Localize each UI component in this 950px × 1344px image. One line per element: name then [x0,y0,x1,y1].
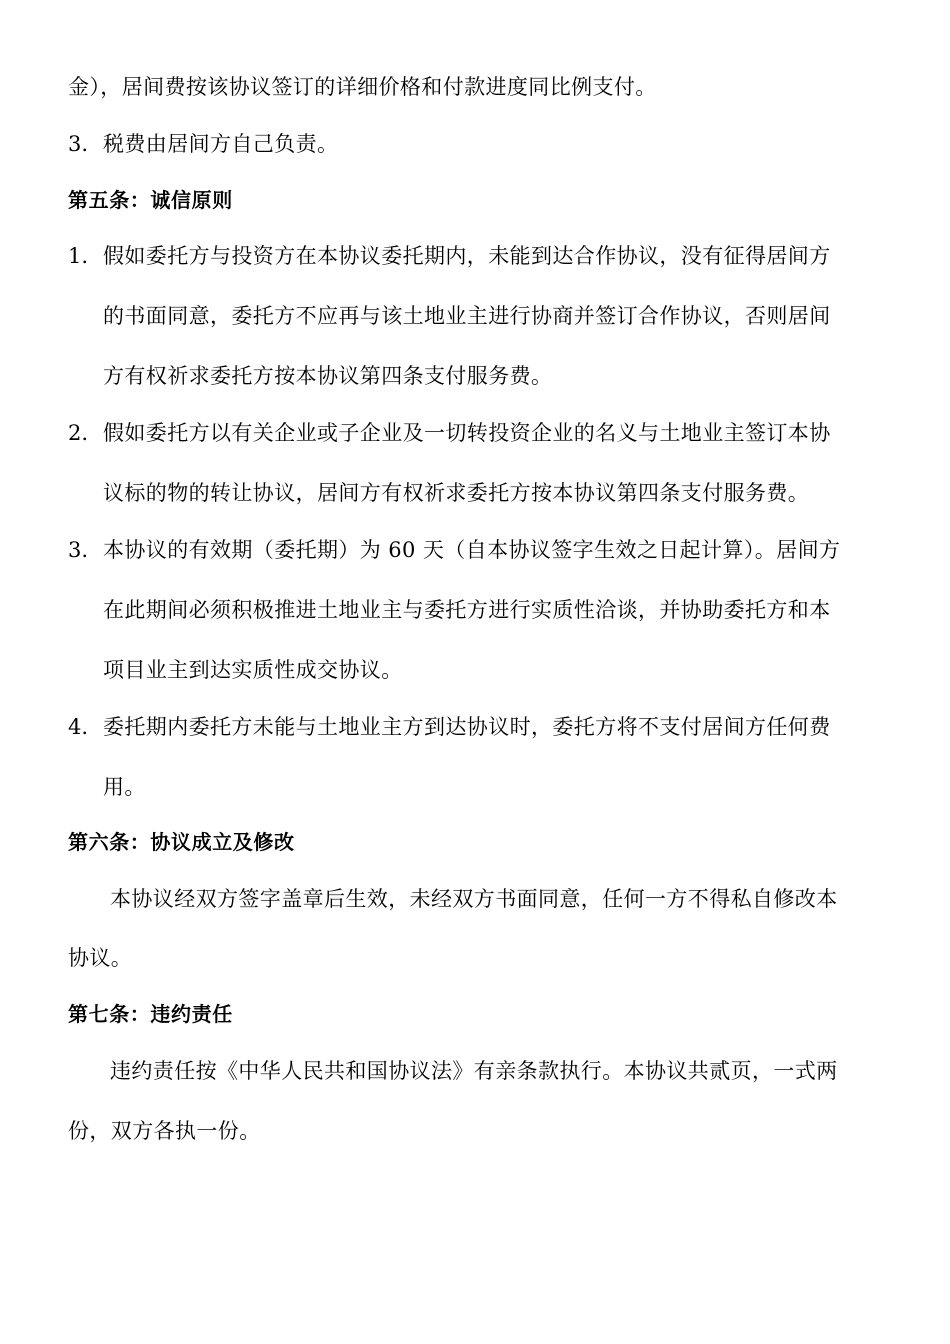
list-item-line: 方有权祈求委托方按本协议第四条支付服务费。 [103,364,553,388]
paragraph-line: 金），居间费按该协议签订的详细价格和付款进度同比例支付。 [68,75,657,99]
list-item-line: 议标的物的转让协议，居间方有权祈求委托方按本协议第四条支付服务费。 [103,481,810,505]
list-item-line: 项目业主到达实质性成交协议。 [103,658,403,682]
paragraph-line: 本协议经双方签字盖章后生效，未经双方书面同意，任何一方不得私自修改本 [110,887,838,911]
article-6-heading: 第六条：协议成立及修改 [68,830,295,854]
list-item-line: 假如委托方以有关企业或子企业及一切转投资企业的名义与土地业主签订本协 [103,421,831,445]
list-number: 2. [68,421,89,445]
list-number: 1. [68,244,89,268]
list-item-line: 的书面同意，委托方不应再与该土地业主进行协商并签订合作协议，否则居间 [103,304,831,328]
list-item-line: 本协议的有效期（委托期）为 60 天（自本协议签字生效之日起计算）。居间方 [103,538,841,562]
list-item-line: 假如委托方与投资方在本协议委托期内，未能到达合作协议，没有征得居间方 [103,244,831,268]
paragraph-line: 协议。 [68,946,133,970]
list-number: 4. [68,715,89,739]
list-number: 3. [68,132,89,156]
paragraph-line: 份，双方各执一份。 [68,1119,261,1143]
paragraph-line: 违约责任按《中华人民共和国协议法》有亲条款执行。本协议共贰页，一式两 [110,1059,838,1083]
list-number: 3. [68,538,89,562]
article-5-heading: 第五条：诚信原则 [68,188,233,212]
article-7-heading: 第七条：违约责任 [68,1002,233,1026]
list-item-line: 用。 [103,775,146,799]
list-item-line: 在此期间必须积极推进土地业主与委托方进行实质性洽谈，并协助委托方和本 [103,598,831,622]
list-item-text: 税费由居间方自己负责。 [103,132,339,156]
list-item-line: 委托期内委托方未能与土地业主方到达协议时，委托方将不支付居间方任何费 [103,715,831,739]
